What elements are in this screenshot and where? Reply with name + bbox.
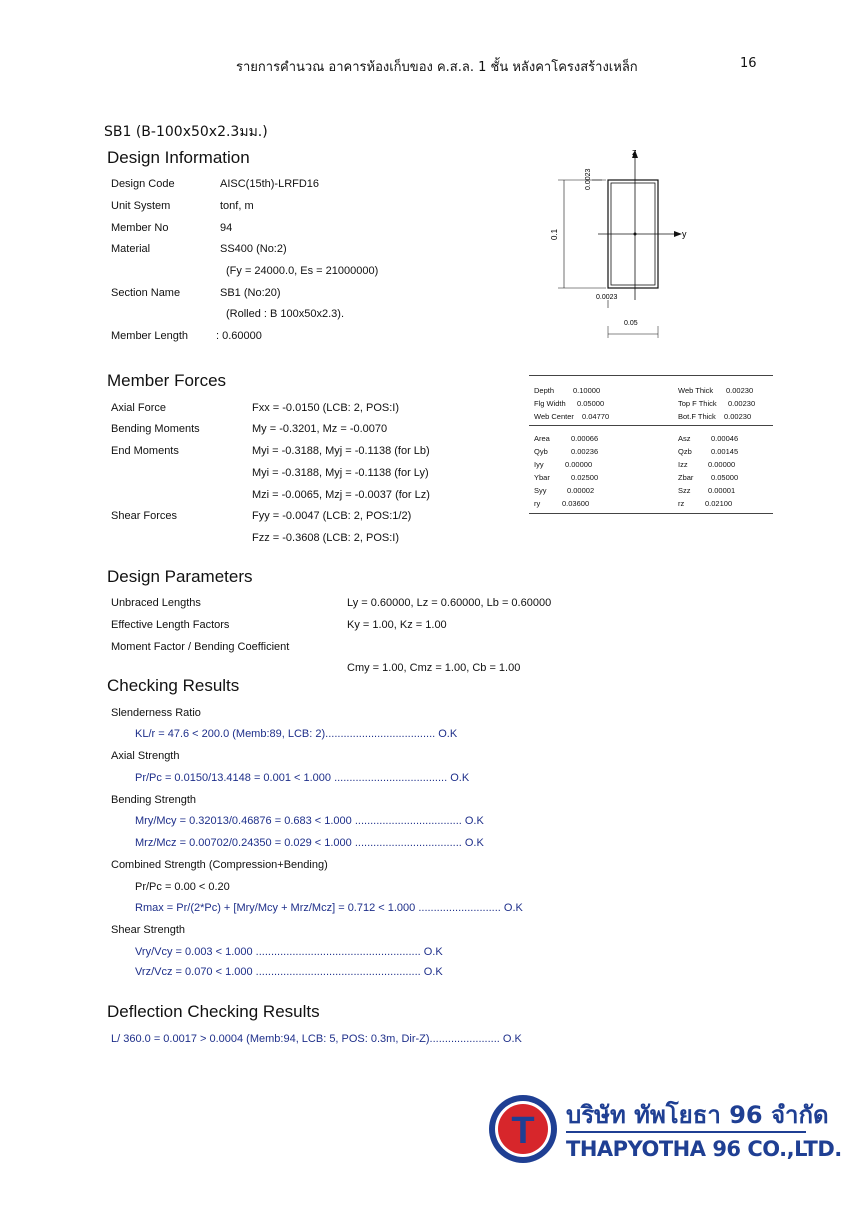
prop-label: ry — [534, 499, 541, 508]
prop-label: Qzb — [678, 447, 692, 456]
member-forces-heading: Member Forces — [107, 371, 227, 390]
combined-strength-label: Combined Strength (Compression+Bending) — [111, 859, 328, 871]
member-length-label: Member Length — [111, 330, 189, 342]
shear-z-value: Vrz/Vcz = 0.070 < 1.000 ...................................................... O.K — [135, 966, 443, 978]
deflection-heading: Deflection Checking Results — [107, 1002, 320, 1021]
top-thick-label: 0.0023 — [585, 168, 592, 190]
prop-label: Syy — [534, 486, 547, 495]
axial-strength-label: Axial Strength — [111, 750, 180, 762]
prop-value: 0.00230 — [724, 412, 752, 421]
material-value: SS400 (No:2) — [220, 243, 287, 255]
slenderness-label: Slenderness Ratio — [111, 707, 201, 719]
combined-ratio-value: Pr/Pc = 0.00 < 0.20 — [135, 881, 230, 893]
prop-label: Web Thick — [678, 386, 714, 395]
bending-moments-value: My = -0.3201, Mz = -0.0070 — [252, 423, 388, 435]
logo-emblem — [487, 1093, 559, 1165]
unbraced-lengths-value: Ly = 0.60000, Lz = 0.60000, Lb = 0.60000 — [347, 597, 552, 609]
member-no-value: 94 — [220, 222, 233, 234]
prop-value: 0.00002 — [567, 486, 595, 495]
logo-thai-name: บริษัท ทัพโยธา 96 จำกัด — [566, 1101, 829, 1129]
shear-forces-label: Shear Forces — [111, 510, 178, 522]
prop-label: Asz — [678, 434, 691, 443]
prop-label: Iyy — [534, 460, 544, 469]
prop-label: Flg Width — [534, 399, 566, 408]
logo-english-name: THAPYOTHA 96 CO.,LTD. — [566, 1137, 842, 1161]
prop-value: 0.00236 — [571, 447, 599, 456]
moment-factor-value: Cmy = 1.00, Cmz = 1.00, Cb = 1.00 — [347, 662, 521, 674]
y-axis-arrow — [674, 231, 682, 237]
end-moments-lz-value: Mzi = -0.0065, Mzj = -0.0037 (for Lz) — [252, 489, 430, 501]
prop-value: 0.00230 — [726, 386, 754, 395]
prop-value: 0.00000 — [565, 460, 593, 469]
prop-value: 0.00230 — [728, 399, 756, 408]
design-information-heading: Design Information — [107, 148, 250, 167]
prop-value: 0.04770 — [582, 412, 610, 421]
moment-factor-label: Moment Factor / Bending Coefficient — [111, 641, 290, 653]
prop-label: Izz — [678, 460, 688, 469]
page-header-title: รายการคำนวณ อาคารห้องเก็บของ ค.ส.ล. 1 ชั้น หลังคาโครงสร้างเหล็ก — [236, 60, 638, 75]
logo-letter: T — [511, 1110, 535, 1152]
design-code-value: AISC(15th)-LRFD16 — [220, 178, 320, 190]
width-dim-label: 0.05 — [624, 320, 638, 327]
page-number: 16 — [740, 56, 757, 71]
bending-moments-label: Bending Moments — [111, 423, 200, 435]
prop-value: 0.02100 — [705, 499, 733, 508]
section-name-value: SB1 (No:20) — [220, 287, 281, 299]
section-title: SB1 (B-100x50x2.3มม.) — [104, 124, 268, 140]
prop-label: Qyb — [534, 447, 548, 456]
combined-rmax-value: Rmax = Pr/(2*Pc) + [Mry/Mcy + Mrz/Mcz] = 0.712 < 1.000 ........................... O.K — [135, 902, 523, 914]
prop-value: 0.05000 — [577, 399, 605, 408]
prop-value: 0.00066 — [571, 434, 599, 443]
unit-system-value: tonf, m — [220, 200, 254, 212]
slenderness-value: KL/r = 47.6 < 200.0 (Memb:89, LCB: 2).................................... O.K — [135, 728, 458, 740]
bending-y-value: Mry/Mcy = 0.32013/0.46876 = 0.683 < 1.000 ................................... O.K — [135, 815, 484, 827]
unbraced-lengths-label: Unbraced Lengths — [111, 597, 201, 609]
member-no-label: Member No — [111, 222, 169, 234]
prop-label: Ybar — [534, 473, 550, 482]
end-moments-label: End Moments — [111, 445, 179, 457]
prop-value: 0.10000 — [573, 386, 601, 395]
checking-results-heading: Checking Results — [107, 676, 240, 695]
bending-z-value: Mrz/Mcz = 0.00702/0.24350 = 0.029 < 1.000 ................................... O.K — [135, 837, 484, 849]
unit-system-label: Unit System — [111, 200, 171, 212]
axial-force-value: Fxx = -0.0150 (LCB: 2, POS:I) — [252, 402, 400, 414]
shear-strength-label: Shear Strength — [111, 924, 185, 936]
prop-value: 0.03600 — [562, 499, 590, 508]
prop-value: 0.00001 — [708, 486, 736, 495]
centroid-point — [634, 233, 637, 236]
material-label: Material — [111, 243, 151, 255]
shear-fyy-value: Fyy = -0.0047 (LCB: 2, POS:1/2) — [252, 510, 412, 522]
prop-label: Szz — [678, 486, 691, 495]
effective-length-value: Ky = 1.00, Kz = 1.00 — [347, 619, 447, 631]
section-diagram — [540, 140, 710, 340]
prop-label: Top F Thick — [678, 399, 717, 408]
section-rolled-value: (Rolled : B 100x50x2.3). — [226, 308, 345, 320]
prop-value: 0.00000 — [708, 460, 736, 469]
logo-divider — [566, 1131, 806, 1133]
z-axis-label: z — [632, 147, 637, 157]
shear-y-value: Vry/Vcy = 0.003 < 1.000 ...................................................... O.K — [135, 946, 443, 958]
end-moments-lb-value: Myi = -0.3188, Myj = -0.1138 (for Lb) — [252, 445, 430, 457]
prop-value: 0.05000 — [711, 473, 739, 482]
section-name-label: Section Name — [111, 287, 181, 299]
design-parameters-heading: Design Parameters — [107, 567, 253, 586]
props-bottom-rule — [529, 513, 773, 514]
prop-label: Zbar — [678, 473, 694, 482]
design-code-label: Design Code — [111, 178, 175, 190]
props-mid-rule — [529, 425, 773, 426]
height-dim-label: 0.1 — [550, 228, 559, 240]
prop-label: Web Center — [534, 412, 574, 421]
material-props-value: (Fy = 24000.0, Es = 21000000) — [226, 265, 379, 277]
y-axis-label: y — [682, 229, 687, 239]
props-top-rule — [529, 375, 773, 376]
bending-strength-label: Bending Strength — [111, 794, 197, 806]
end-moments-ly-value: Myi = -0.3188, Myj = -0.1138 (for Ly) — [252, 467, 429, 479]
effective-length-label: Effective Length Factors — [111, 619, 230, 631]
prop-label: Depth — [534, 386, 555, 395]
prop-label: Area — [534, 434, 550, 443]
prop-label: Bot.F Thick — [678, 412, 716, 421]
axial-force-label: Axial Force — [111, 402, 167, 414]
prop-value: 0.00046 — [711, 434, 739, 443]
shear-fzz-value: Fzz = -0.3608 (LCB: 2, POS:I) — [252, 532, 400, 544]
prop-value: 0.00145 — [711, 447, 739, 456]
deflection-value: L/ 360.0 = 0.0017 > 0.0004 (Memb:94, LCB: 5, POS: 0.3m, Dir-Z)....................... O.K — [111, 1033, 522, 1045]
prop-value: 0.02500 — [571, 473, 599, 482]
prop-label: rz — [678, 499, 685, 508]
member-length-value: : 0.60000 — [216, 330, 262, 342]
bottom-thick-label: 0.0023 — [596, 294, 618, 301]
axial-strength-value: Pr/Pc = 0.0150/13.4148 = 0.001 < 1.000 ..................................... O.K — [135, 772, 470, 784]
